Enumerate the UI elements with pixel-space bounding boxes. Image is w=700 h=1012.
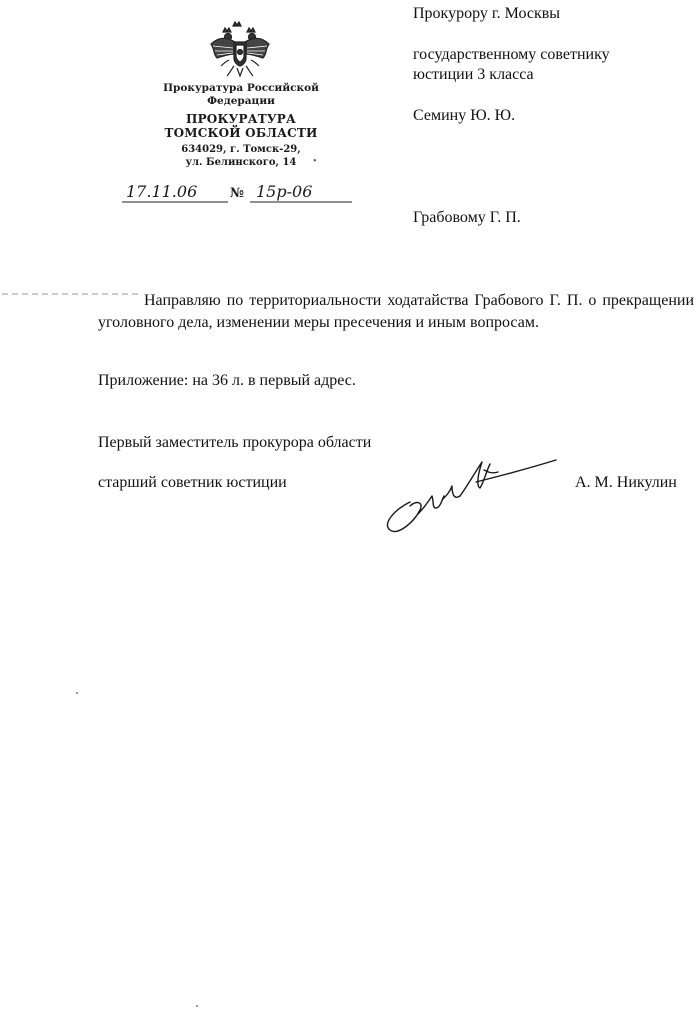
registration-date: 17.11.06 (126, 182, 198, 201)
recipient-line3: юстиции 3 класса (413, 66, 534, 83)
recipient-line2: государственному советнику (413, 46, 610, 63)
recipient-line5: Грабовому Г. П. (413, 209, 521, 226)
handwritten-signature-icon (380, 452, 565, 537)
body-paragraph (98, 290, 694, 334)
office-name-line1: ПРОКУРАТУРА (186, 112, 296, 126)
signer-position-line1: Первый заместитель прокурора области (98, 434, 372, 451)
office-name-line2: ТОМСКОЙ ОБЛАСТИ (164, 126, 318, 140)
org-name-line1: Прокуратура Российской (163, 82, 319, 94)
body-paragraph-text: Направляю по территориальности ходатайства Грабового Г. П. о прекращении уголовного дела, изменении меры пресечения и иным вопросам. (98, 292, 694, 331)
scan-speck (76, 692, 78, 694)
registration-number: 15р-06 (256, 182, 313, 201)
recipient-line4: Семину Ю. Ю. (413, 107, 516, 124)
address-line1: 634029, г. Томск-29, (181, 144, 301, 155)
recipient-line1: Прокурору г. Москвы (413, 5, 561, 22)
org-name-line2: Федерации (207, 95, 275, 107)
address-line2: ул. Белинского, 14 (185, 157, 297, 168)
signer-position-line2: старший советник юстиции (98, 474, 287, 491)
registration-line (120, 178, 356, 208)
scan-speck (196, 1005, 198, 1007)
signer-name: А. М. Никулин (575, 474, 677, 491)
stray-mark: • (313, 156, 317, 167)
attachment-line: Приложение: на 36 л. в первый адрес. (98, 372, 356, 389)
registration-number-label: № (230, 186, 245, 201)
double-headed-eagle-emblem-icon (207, 20, 273, 78)
